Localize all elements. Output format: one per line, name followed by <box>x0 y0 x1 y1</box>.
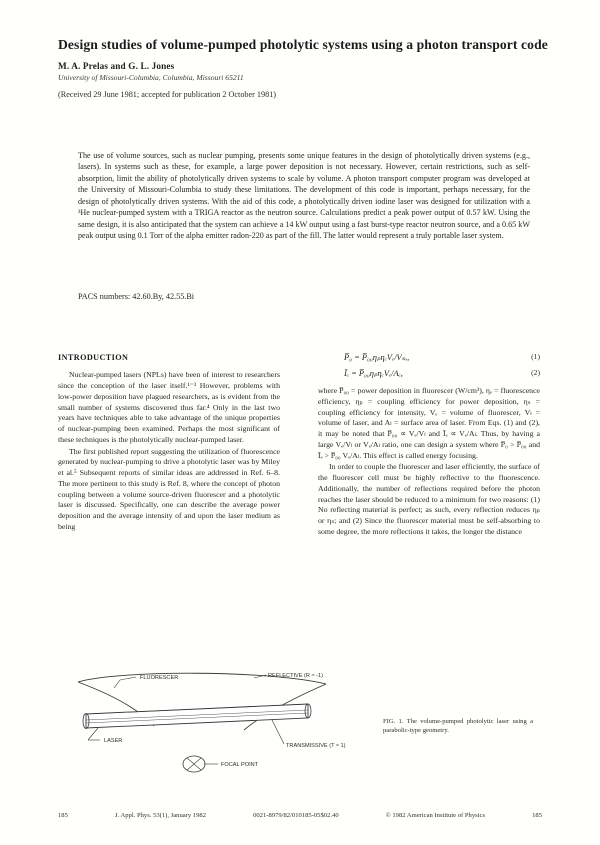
figure-1-caption: FIG. 1. The volume-pumped photolytic laser using a parabolic-type geometry. <box>383 718 533 734</box>
figure-1 <box>58 668 358 790</box>
figure-label-fluorescer: FLUORESCER <box>140 675 179 681</box>
paragraph: Nuclear-pumped lasers (NPLs) have been of interest to researchers since the conception of the laser itself.¹⁻³ However, problems with low-power deposition have plagued researchers, as is evident from the small number of systems discovered thus far.⁴ Only in the last two years have techniques able to take advantage of the unique properties of nuclear-pumping been examined. Perhaps the most significant of these techniques is the photolytically nuclear-pumped laser. <box>58 370 280 444</box>
affiliation: University of Missouri-Columbia, Columbia, Missouri 65211 <box>58 72 244 82</box>
equation-2-text: Īₑ = P̅₀₀ηₚηₑVₑ/Aₑ, <box>344 368 403 378</box>
footer-journal: J. Appl. Phys. 53(1), January 1982 <box>114 812 206 819</box>
paragraph: The first published report suggesting the utilization of fluorescence generated by nuclear-pumping to drive a photolytic laser was by Miley et al.⁵ Subsequent reports of similar ideas are addressed in Ref. 6–8. The more pertinent to this study is Ref. 8, where the concept of photon coupling between a volume source-driven fluorescer and a photolytic laser is discussed. Specifically, one can describe the average power deposition and the average intensity of and upon the laser medium as being <box>58 446 280 531</box>
equation-2 <box>318 368 540 380</box>
figure-label-laser: LASER <box>104 738 123 744</box>
equation-1-number: (1) <box>531 352 540 361</box>
footer-copyright: © 1982 American Institute of Physics <box>385 812 486 819</box>
equation-1 <box>318 352 540 364</box>
equation-block <box>318 352 540 379</box>
paragraph: where P̅₀₀ = power deposition in fluorescer (W/cm³), ηₑ = fluorescence efficiency, ηₚ = coupling efficiency for power deposition, ηₛ = coupling efficiency for intensity, Vₑ = volume of fluorescer, Vₗ = volume of laser, and Aₗ = surface area of laser. From Eqs. (1) and (2), it may be noted that P̅₀₀ ∝ Vₑ/Vₗ and Īₑ ∝ Vₑ/Aₗ. Thus, by having a large Vₑ/Vₗ or Vₑ/Aₗ ratio, one can design a system where P̅₀ > P̅₀₀ and Īₑ > P̅₀₀ Vₑ/Aₗ. This effect is called energy focusing. <box>318 386 540 460</box>
footer-page-right: 185 <box>532 812 542 819</box>
figure-1-graphic <box>58 668 358 790</box>
footer-page-left: 185 <box>58 812 68 819</box>
equation-2-number: (2) <box>531 367 540 377</box>
figure-label-reflective: REFLECTIVE (R ≈ -1) <box>268 673 323 679</box>
page-title: Design studies of volume-pumped photolytic systems using a photon transport code <box>58 37 548 52</box>
title-block <box>58 36 548 108</box>
abstract: The use of volume sources, such as nuclear pumping, presents some unique features in the design of photolytically driven systems (e.g., lasers). In systems such as these, for example, a large power deposition is not necessary. However, certain restrictions, such as self-absorption, limit the ability of photolytically driven systems to scale by volume. A photon transport computer program was developed at the University of Missouri-Columbia to study these limitations. The development of this code is important, perhaps necessary, for the design of photolytically driven systems. With the aid of this code, a photolytically driven iodine laser was designed for utilization with a ³He nuclear-pumped system with a TRIGA reactor as the neutron source. Calculations predict a peak power output of 0.57 kW. Using the same design, it is also anticipated that the system can achieve a 14 kW output using a fast burst-type reactor neutron source, and a 0.65 kW peak output using 0.1 Torr of the alpha emitter radon-220 as part of the fill. The latter would represent a truly portable laser system. <box>78 151 530 241</box>
author-list: M. A. Prelas and G. L. Jones <box>58 60 175 71</box>
body-column-left <box>58 352 280 533</box>
section-heading-introduction: INTRODUCTION <box>58 353 129 362</box>
pacs-numbers: PACS numbers: 42.60.By, 42.55.Bi <box>78 292 195 301</box>
paragraph: In order to couple the fluorescer and laser efficiently, the surface of the fluorescer cell must be highly reflective to the fluorescence. Additionally, the number of reflections required before the photon reaches the laser should be reduced to a minimum for two reasons: (1) No reflecting material is perfect; as such, every reflection reduces ηₚ or ηₛ; and (2) Since the fluorescer material must be self-absorbing to some degree, the more reflections it takes, the longer the distance <box>318 462 540 536</box>
received-date: (Received 29 June 1981; accepted for publication 2 October 1981) <box>58 89 277 99</box>
footer-doi: 0021-8979/82/010185-05$02.40 <box>253 812 339 819</box>
figure-label-transmissive: TRANSMISSIVE (T ≈ 1) <box>286 743 346 749</box>
figure-label-focal-point: FOCAL POINT <box>221 762 259 768</box>
equation-1-text: P̅₀ = P̅₀₀ηₚηₑVₑ/Vₛₒ, <box>344 353 410 362</box>
page-footer <box>58 812 542 819</box>
body-column-right <box>318 352 540 538</box>
